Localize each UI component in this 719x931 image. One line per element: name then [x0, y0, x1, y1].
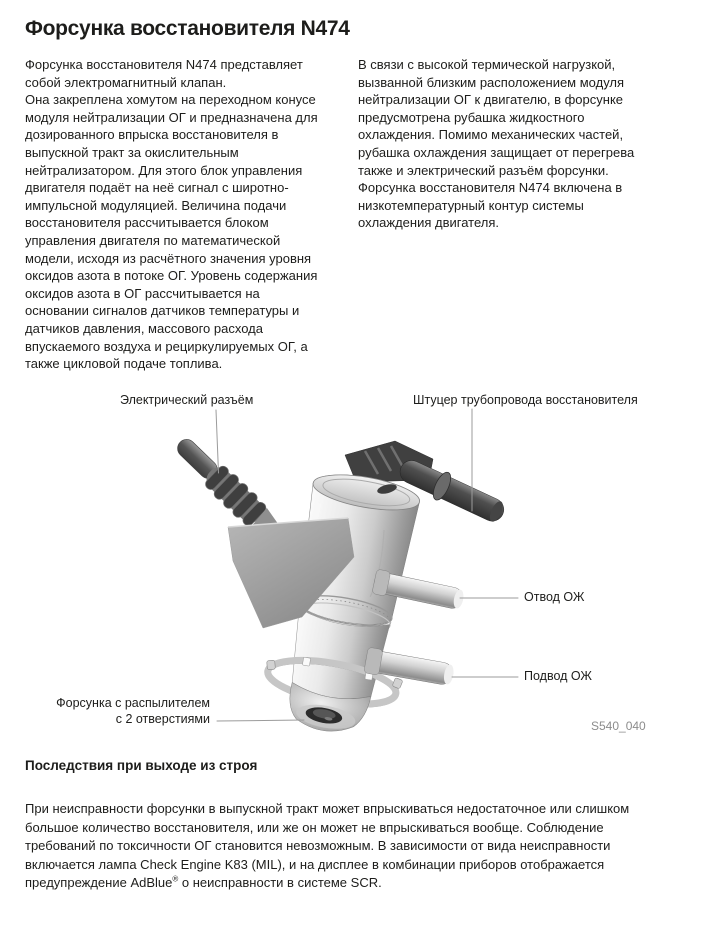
- intro-left-paragraph-1: Форсунка восстановителя N474 представляет собой электромагнитный клапан.: [25, 57, 303, 90]
- consequences-paragraph: [25, 800, 650, 893]
- label-coolant-inlet: Подвод ОЖ: [524, 669, 592, 683]
- consequences-text-before-trademark: При неисправности форсунки в выпускной тракт может впрыскиваться недостаточное или слишком большое количество восстановителя, или же он может не впрыскиваться вообще. Соблюдение требований по токсичности ОГ становится невозможным. В зависимости от вида неисправности включается лампа Check Engine K83 (MIL), и на дисплее в комбинации приборов отображается предупреждение AdBlue: [25, 801, 630, 891]
- consequences-text-after-trademark: о неисправности в системе SCR.: [178, 875, 382, 891]
- coolant-inlet-tube: [364, 647, 456, 688]
- registered-trademark-symbol: ®: [172, 875, 179, 885]
- intro-columns: [25, 56, 719, 373]
- intro-right-paragraph-1: В связи с высокой термической нагрузкой, вызванной близким расположением модуля нейтрализации ОГ к двигателю, в форсунке предусмотрена рубашка жидкостного охлаждения. Помимо механических частей, рубашка охлаждения защищает от перегрева также и электрический разъём форсунки. Форсунка восстановителя N474 включена в низкотемпературный контур системы охлаждения двигателя.: [358, 57, 635, 231]
- leader-line-electrical: [216, 410, 219, 473]
- label-coolant-outlet: Отвод ОЖ: [524, 590, 585, 604]
- consequences-section: [25, 758, 650, 893]
- label-electrical-connector: Электрический разъём: [120, 393, 254, 407]
- document-page: [0, 16, 719, 931]
- label-nozzle-line-1: Форсунка с распылителем: [56, 696, 210, 710]
- figure-caption: S540_040: [591, 719, 646, 733]
- intro-left-column: [25, 56, 321, 373]
- consequences-heading: Последствия при выходе из строя: [25, 758, 258, 773]
- label-reducer-pipe-fitting: Штуцер трубопровода восстановителя: [413, 393, 638, 407]
- page-title: Форсунка восстановителя N474: [25, 17, 350, 40]
- intro-left-paragraph-2: Она закреплена хомутом на переходном конусе модуля нейтрализации ОГ и предназначена для дозированного впрыска восстановителя в выпускной тракт за окислительным нейтрализатором. Для этого блок управления двигателя подаёт на неё сигнал с широтно-импульсной модуляцией. Величина подачи восстановителя рассчитывается блоком управления двигателя по математической модели, исходя из расчётного значения уровня оксидов азота в потоке ОГ. Уровень содержания оксидов азота в ОГ рассчитывается на основании сигналов датчиков температуры и датчиков давления, массового расхода впускаемого воздуха и рециркулируемых ОГ, а также цикловой подаче топлива.: [25, 92, 318, 372]
- label-nozzle-line-2: с 2 отверстиями: [115, 712, 210, 726]
- label-nozzle: [55, 695, 210, 727]
- intro-right-column: [358, 56, 648, 373]
- leader-line-nozzle: [217, 720, 304, 721]
- injector-illustration: [0, 385, 719, 745]
- injector-figure: [0, 385, 719, 745]
